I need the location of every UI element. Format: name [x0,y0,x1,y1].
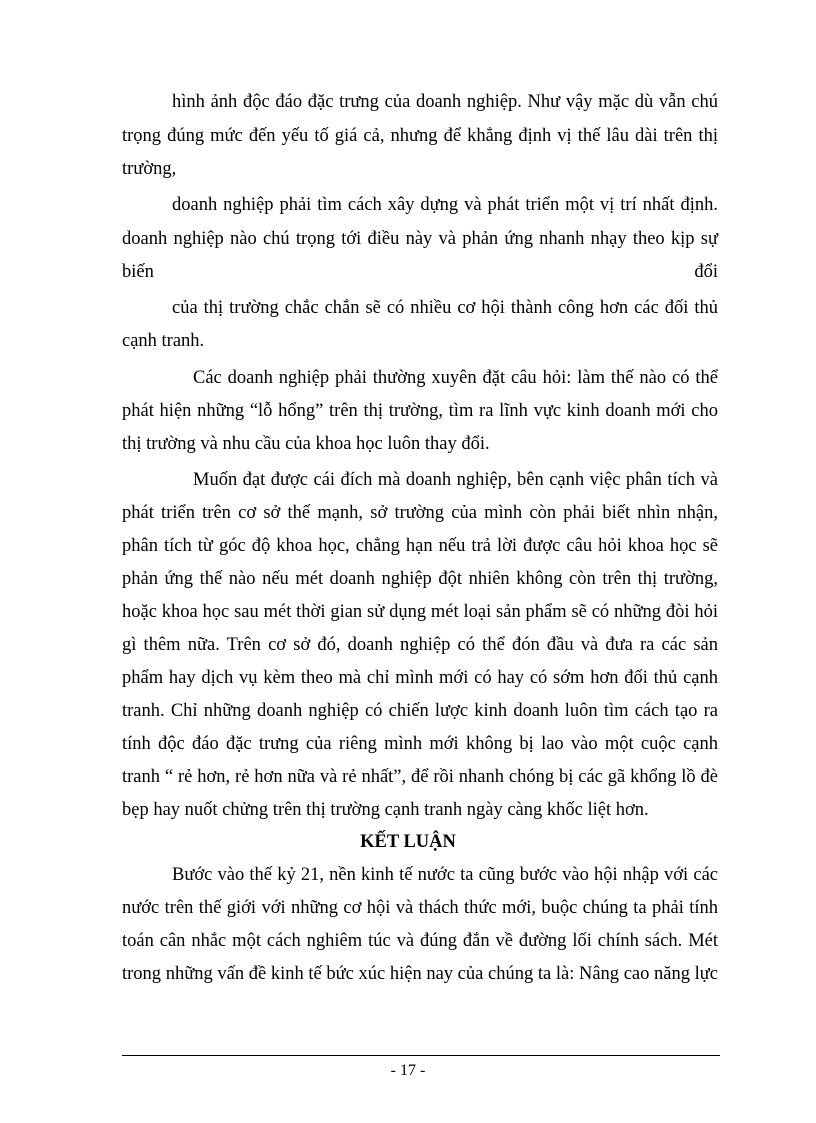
text-line: trong những vấn đề kinh tế bức xúc hiện nay của chúng ta là: Nâng cao năng lực [122,964,718,984]
text-line: bẹp hay nuốt chửng trên thị trường cạnh tranh ngày càng khốc liệt hơn. [122,800,649,820]
page-number: - 17 - [390,1062,426,1079]
text-line: toán cân nhắc một cách nghiêm túc và đúng đắn về đường lối chính sách. Mét [122,931,718,951]
text-line: thị trường và nhu cầu của khoa học luôn thay đổi. [122,434,490,454]
text-line: phát triển trên cơ sở thế mạnh, sở trường của mình còn phải biết nhìn nhận, [122,503,718,523]
text-line: trường, [122,159,177,179]
text-line: của thị trường chắc chắn sẽ có nhiều cơ hội thành công hơn các đối thủ [172,298,718,318]
text-line: gì thêm nữa. Trên cơ sở đó, doanh nghiệp có thể đón đầu và đưa ra các sản [122,635,718,655]
text-line: phản ứng thế nào nếu mét doanh nghiệp đột nhiên không còn trên thị trường, [122,569,718,589]
text-line: Các doanh nghiệp phải thường xuyên đặt câu hỏi: làm thế nào có thể [193,368,718,388]
section-heading: KẾT LUẬN [360,832,456,852]
text-line: phẩm hay dịch vụ kèm theo mà chỉ mình mới có hay có sớm hơn đối thủ cạnh [122,668,718,688]
text-line: trọng đúng mức đến yếu tố giá cả, nhưng để khẳng định vị thế lâu dài trên thị [122,126,718,146]
text-line: phát hiện những “lỗ hổng” trên thị trường, tìm ra lĩnh vực kinh doanh mới cho [122,401,718,421]
text-line: Muốn đạt được cái đích mà doanh nghiệp, bên cạnh việc phân tích và [193,470,718,490]
text-line: phân tích từ góc độ khoa học, chẳng hạn nếu trả lời được câu hỏi khoa học sẽ [122,536,718,556]
footer-divider [122,1055,720,1056]
text-line: tranh. Chỉ những doanh nghiệp có chiến lược kinh doanh luôn tìm cách tạo ra [122,701,718,721]
text-line: tính độc đáo đặc trưng của riêng mình mới không bị lao vào một cuộc cạnh [122,734,718,754]
text-word: đổi [694,262,718,282]
text-line: tranh “ rẻ hơn, rẻ hơn nữa và rẻ nhất”, để rồi nhanh chóng bị các gã khổng lồ đè [122,767,718,787]
text-line: doanh nghiệp phải tìm cách xây dựng và phát triển một vị trí nhất định. [172,195,718,215]
text-line: doanh nghiệp nào chú trọng tới điều này và phản ứng nhanh nhạy theo kịp sự [122,229,718,249]
text-line: cạnh tranh. [122,331,205,351]
text-line: hình ảnh độc đáo đặc trưng của doanh nghiệp. Như vậy mặc dù vẫn chú [172,92,718,112]
text-line [122,263,718,282]
text-word: biến [122,262,154,282]
text-line: Bước vào thế kỷ 21, nền kinh tế nước ta cũng bước vào hội nhập với các [172,865,718,885]
text-line: hoặc khoa học sau mét thời gian sử dụng mét loại sản phẩm sẽ có những đòi hỏi [122,602,718,622]
text-line: nước trên thế giới với những cơ hội và thách thức mới, buộc chúng ta phải tính [122,898,718,918]
